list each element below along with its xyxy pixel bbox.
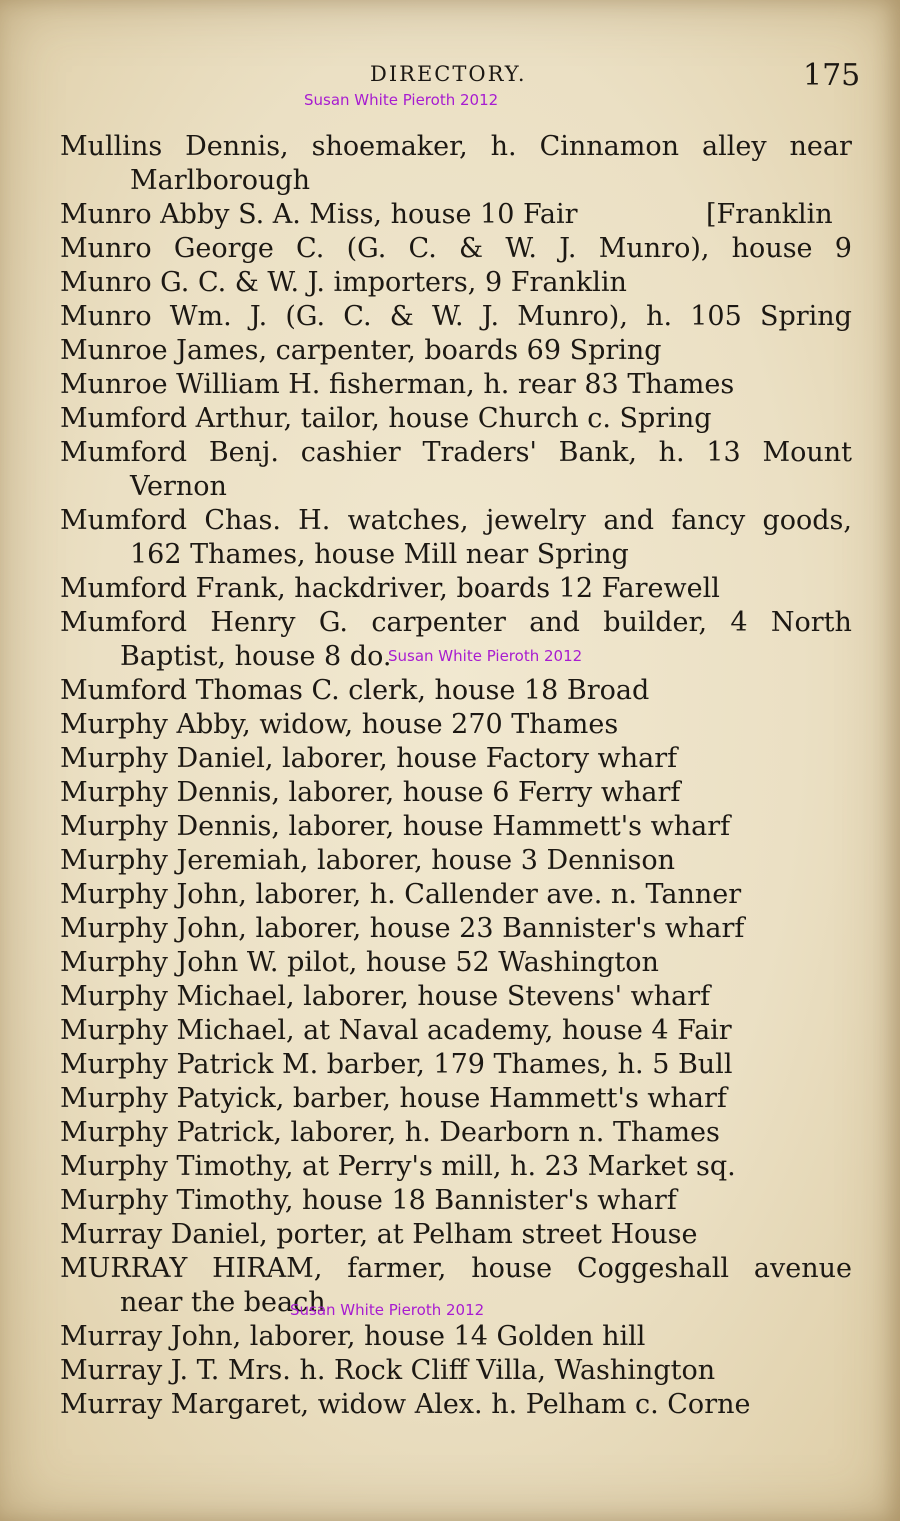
entry-line: Murphy Michael, at Naval academy, house 4 Fair [60, 1015, 732, 1046]
entry-line: Murphy Patyick, barber, house Hammett's wharf [60, 1083, 727, 1114]
entry-line: Murphy John, laborer, house 23 Bannister's wharf [60, 913, 745, 944]
entry-line: Murphy Timothy, at Perry's mill, h. 23 Market sq. [60, 1151, 736, 1182]
entry-line: MURRAY HIRAM, farmer, house Coggeshall avenue [60, 1253, 852, 1284]
entry-line: Murphy John W. pilot, house 52 Washington [60, 947, 659, 978]
page-number: 175 [803, 58, 861, 93]
entry-line: Murphy John, laborer, h. Callender ave. n. Tanner [60, 879, 742, 910]
entry-line: Murray J. T. Mrs. h. Rock Cliff Villa, Washington [60, 1355, 716, 1386]
entry-line: Murphy Timothy, house 18 Bannister's wharf [60, 1185, 677, 1216]
entry-line: Baptist, house 8 do. [120, 641, 392, 672]
entry-line: Murray John, laborer, house 14 Golden hill [60, 1321, 646, 1352]
entry-line: Murphy Dennis, laborer, house 6 Ferry wharf [60, 777, 681, 808]
entry-line: Mullins Dennis, shoemaker, h. Cinnamon alley near [60, 131, 852, 162]
entry-line: Murphy Patrick M. barber, 179 Thames, h. 5 Bull [60, 1049, 733, 1080]
entry-line: Mumford Henry G. carpenter and builder, 4 North [60, 607, 852, 638]
entry-line: Murphy Jeremiah, laborer, house 3 Dennison [60, 845, 676, 876]
entry-line: Murphy Dennis, laborer, house Hammett's wharf [60, 811, 731, 842]
watermark: Susan White Pieroth 2012 [388, 647, 583, 665]
watermark: Susan White Pieroth 2012 [290, 1301, 485, 1319]
entry-line: Mumford Chas. H. watches, jewelry and fancy goods, [60, 505, 852, 536]
entry-line: Mumford Frank, hackdriver, boards 12 Farewell [60, 573, 720, 604]
entry-line: Munroe James, carpenter, boards 69 Spring [60, 335, 662, 366]
entry-line: Munro George C. (G. C. & W. J. Munro), house 9 [60, 233, 852, 264]
entry-line: 162 Thames, house Mill near Spring [130, 539, 629, 570]
entry-line: Murphy Daniel, laborer, house Factory wharf [60, 743, 678, 774]
entry-line: Munroe William H. fisherman, h. rear 83 Thames [60, 369, 735, 400]
entry-line: Murphy Abby, widow, house 270 Thames [60, 709, 619, 740]
entry-line: Mumford Thomas C. clerk, house 18 Broad [60, 675, 650, 706]
entry-line: Vernon [130, 471, 227, 502]
entry-line: Mumford Arthur, tailor, house Church c. Spring [60, 403, 712, 434]
running-head: DIRECTORY. [370, 62, 527, 86]
entry-line: Murphy Michael, laborer, house Stevens' wharf [60, 981, 711, 1012]
entry-line: Marlborough [130, 165, 311, 196]
entry-line: [Franklin [706, 199, 833, 230]
watermark: Susan White Pieroth 2012 [304, 91, 499, 109]
entry-line: Munro Wm. J. (G. C. & W. J. Munro), h. 105 Spring [60, 301, 852, 332]
entry-line: near the beach [120, 1287, 326, 1318]
entry-line: Murphy Patrick, laborer, h. Dearborn n. Thames [60, 1117, 720, 1148]
entry-line: Murray Daniel, porter, at Pelham street House [60, 1219, 698, 1250]
entry-line: Mumford Benj. cashier Traders' Bank, h. 13 Mount [60, 437, 852, 468]
entry-line: Munro Abby S. A. Miss, house 10 Fair [60, 199, 578, 230]
entry-line: Munro G. C. & W. J. importers, 9 Franklin [60, 267, 627, 298]
entry-line: Murray Margaret, widow Alex. h. Pelham c. Corne [60, 1389, 751, 1420]
